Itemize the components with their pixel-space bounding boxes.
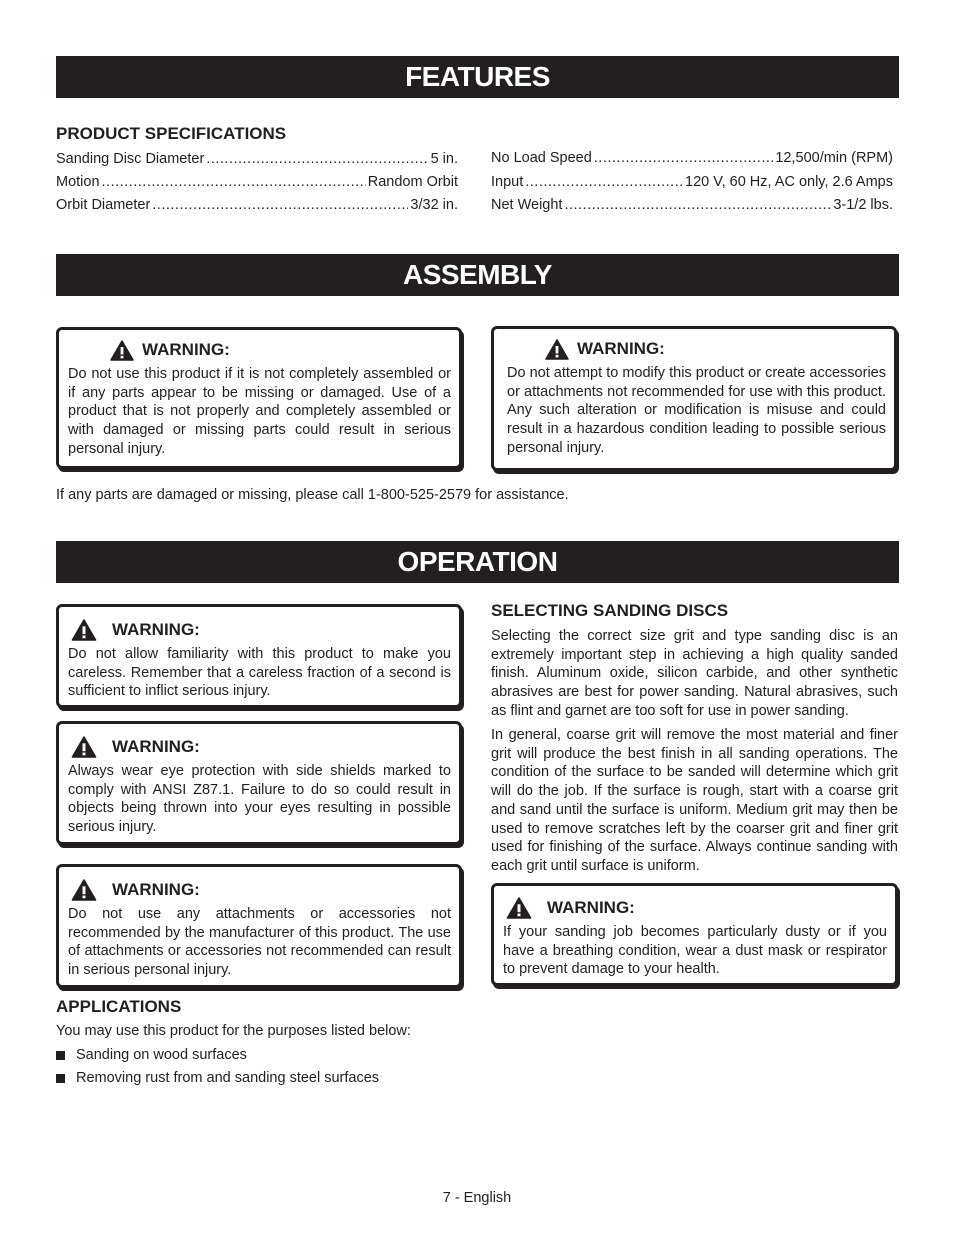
applications-heading: APPLICATIONS (56, 997, 182, 1016)
warning-box (56, 864, 462, 988)
warning-box (491, 326, 897, 471)
spec-row (491, 173, 893, 191)
warning-text: If your sanding job becomes particularly dusty or if you have a breathing condition, wear a dust mask or respirator to prevent damage to your health. (503, 924, 887, 978)
warning-text: Do not allow familiarity with this product to make you careless. Remember that a careless fraction of a second is sufficient to inflict serious injury. (68, 646, 451, 700)
spec-row (56, 196, 458, 214)
warning-heading: WARNING: (503, 897, 887, 919)
warning-box (56, 604, 462, 708)
spec-value: 5 in. (430, 151, 458, 167)
warning-triangle-icon (70, 619, 98, 641)
spec-value: 120 V, 60 Hz, AC only, 2.6 Amps (685, 174, 893, 190)
spec-label: Orbit Diameter (56, 197, 151, 213)
assembly-banner: ASSEMBLY (56, 254, 899, 296)
warning-heading: WARNING: (68, 736, 451, 758)
spec-row (491, 196, 893, 214)
warning-heading: WARNING: (68, 879, 451, 901)
page-footer: 7 - English (442, 1190, 512, 1206)
spec-value: 3-1/2 lbs. (833, 197, 893, 213)
warning-heading: WARNING: (68, 339, 451, 361)
bullet-square-icon (56, 1074, 65, 1083)
selecting-discs-heading: SELECTING SANDING DISCS (491, 601, 729, 620)
warning-triangle-icon (70, 736, 98, 758)
discs-paragraph: Selecting the correct size grit and type sanding disc is an extremely important step in achieving a high quality sanded finish. Aluminum oxide, silicon carbide, and other synthetic abrasives are best for power sanding. Natural abrasives, such as flint and garnet are too soft for use in power sanding. (491, 628, 898, 719)
discs-paragraph: In general, coarse grit will remove the most material and finer grit will produce the best finish in all sanding operations. The condition of the surface to be sanded will determine which grit will do the job. If the surface is rough, start with a coarse grit and sand until the surface is uniform. Medium grit may then be used to remove scratches left by the coarser grit and finer grit used for finishing of the surface. Always continue sanding with each grit until surface is uniform. (491, 727, 898, 874)
spec-label: Sanding Disc Diameter (56, 151, 205, 167)
warning-heading: WARNING: (68, 619, 451, 641)
spec-label: Net Weight (491, 197, 563, 213)
assembly-note: If any parts are damaged or missing, please call 1-800-525-2579 for assistance. (56, 487, 569, 503)
warning-triangle-icon (545, 339, 569, 360)
applications-intro: You may use this product for the purposes listed below: (56, 1023, 411, 1039)
warning-text: Always wear eye protection with side shields marked to comply with ANSI Z87.1. Failure to do so could result in objects being thrown into your eyes resulting in possible serious injury. (68, 763, 451, 836)
spec-row (56, 173, 458, 191)
spec-label: No Load Speed (491, 150, 592, 166)
warning-triangle-icon (70, 879, 98, 901)
warning-triangle-icon (505, 897, 533, 919)
warning-box (491, 883, 898, 986)
warning-triangle-icon (110, 340, 134, 361)
warning-text: Do not use this product if it is not completely assembled or if any parts appear to be missing or damaged. Use of a product that is not properly and completely assembled or with damaged or missing parts could result in serious personal injury. (68, 366, 451, 457)
warning-box (56, 327, 462, 469)
warning-text: Do not use any attachments or accessories not recommended by the manufacturer of this product. The use of attachments or accessories not recommended can result in serious personal injury. (68, 906, 451, 979)
operation-banner: OPERATION (56, 541, 899, 583)
spec-row (491, 149, 893, 167)
warning-text: Do not attempt to modify this product or create accessories or attachments not recommended for use with this product. Any such alteration or modification is misuse and could result in a hazardous condition leading to possible serious personal injury. (507, 365, 886, 456)
warning-heading: WARNING: (507, 338, 886, 360)
list-item: Sanding on wood surfaces (56, 1046, 247, 1064)
spec-value: 12,500/min (RPM) (775, 150, 893, 166)
spec-label: Motion (56, 174, 100, 190)
warning-box (56, 721, 462, 845)
spec-value: Random Orbit (367, 174, 458, 190)
features-banner: FEATURES (56, 56, 899, 98)
spec-label: Input (491, 174, 524, 190)
bullet-square-icon (56, 1051, 65, 1060)
spec-row (56, 150, 458, 168)
spec-value: 3/32 in. (410, 197, 458, 213)
product-specifications-heading: PRODUCT SPECIFICATIONS (56, 124, 287, 143)
list-item: Removing rust from and sanding steel surfaces (56, 1069, 379, 1087)
